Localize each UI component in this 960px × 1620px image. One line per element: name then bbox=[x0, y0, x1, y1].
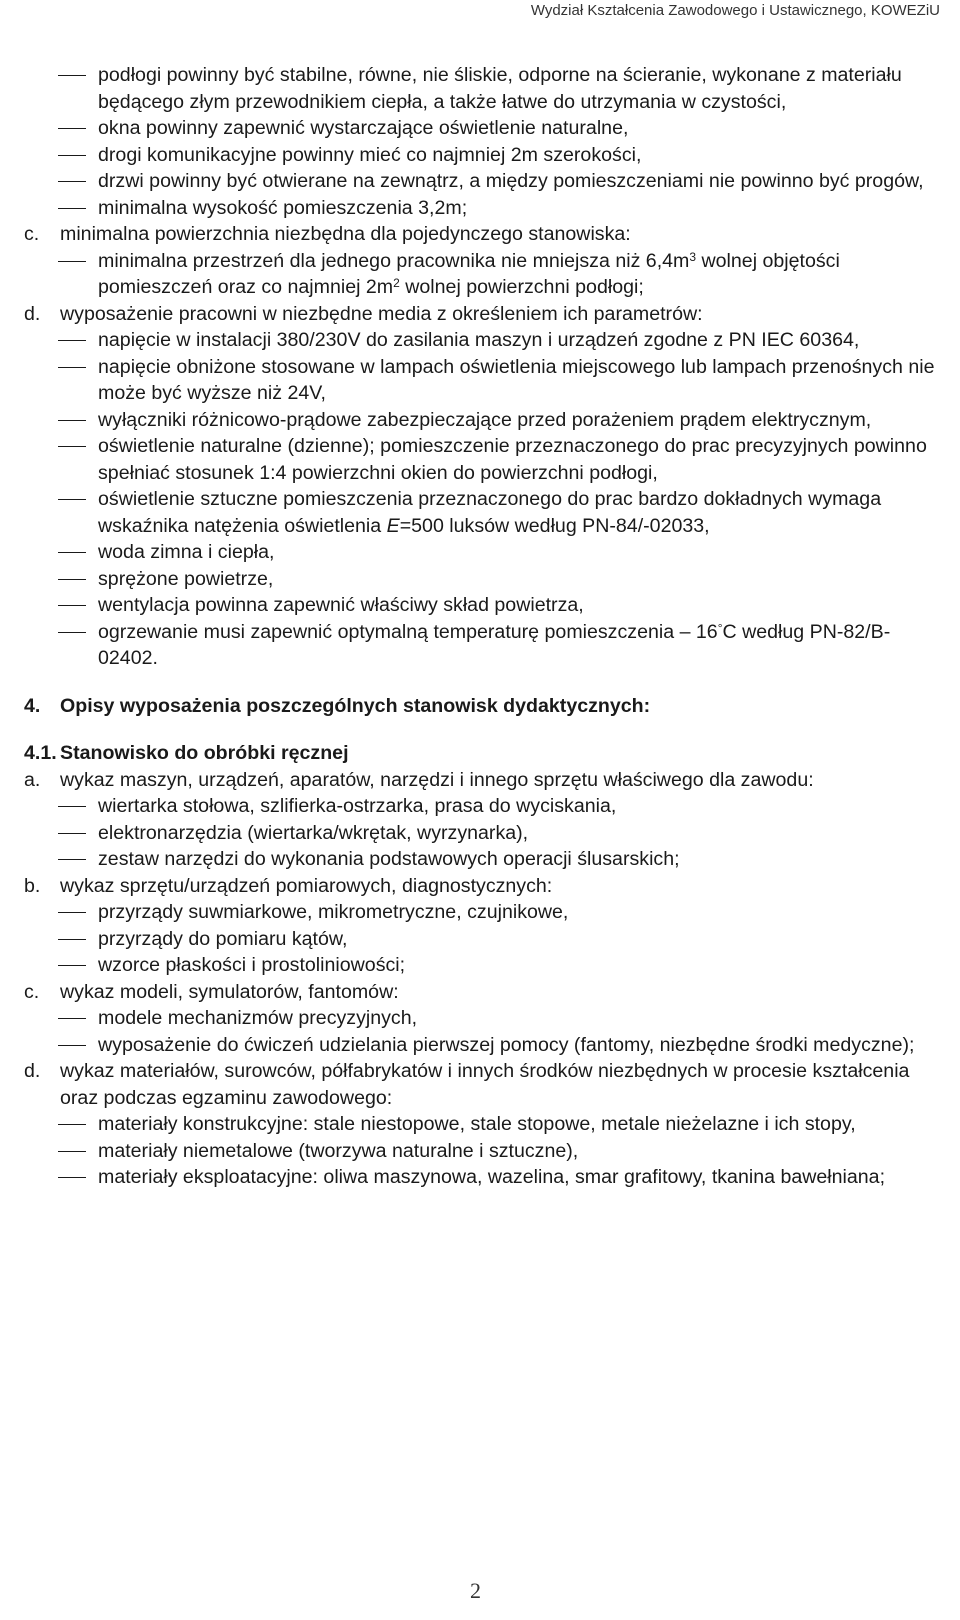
list-item bbox=[24, 486, 950, 539]
list-item bbox=[24, 846, 950, 873]
list-item-text bbox=[98, 488, 881, 537]
list-item bbox=[24, 433, 950, 486]
list-item-text: wyłączniki różnicowo-prądowe zabezpieczające przed porażeniem prądem elektrycznym, bbox=[98, 408, 872, 431]
dash-bullet bbox=[58, 846, 86, 872]
list-item bbox=[24, 539, 950, 566]
dash-bullet bbox=[58, 433, 86, 459]
italic-symbol: E bbox=[386, 514, 400, 537]
document-body bbox=[24, 62, 944, 1191]
text-run: wolnej powierzchni podłogi; bbox=[399, 276, 644, 298]
list-item bbox=[24, 793, 950, 820]
list-item-text: przyrządy suwmiarkowe, mikrometryczne, czujnikowe, bbox=[98, 901, 569, 923]
list-item-text: woda zimna i ciepła, bbox=[98, 541, 275, 563]
list-item-text: oświetlenie naturalne (dzienne); pomieszczenie przeznaczonego do prac precyzyjnych powinno spełniać stosunek 1:4 powierzchni okien do powierzchni podłogi, bbox=[98, 435, 927, 484]
dash-bullet bbox=[58, 62, 86, 88]
dash-bullet bbox=[58, 407, 86, 433]
list-item bbox=[24, 168, 950, 195]
list-item bbox=[24, 1005, 950, 1032]
list-item-text: wentylacja powinna zapewnić właściwy skład powietrza, bbox=[98, 594, 584, 616]
list-item-text: materiały eksploatacyjne: oliwa maszynowa, wazelina, smar grafitowy, tkanina bawełniana; bbox=[98, 1166, 886, 1188]
dash-bullet bbox=[58, 899, 86, 925]
dash-bullet bbox=[58, 486, 86, 512]
list-item bbox=[24, 354, 950, 407]
list-item bbox=[24, 1138, 950, 1165]
heading-text: Stanowisko do obróbki ręcznej bbox=[60, 742, 349, 764]
list-item bbox=[24, 195, 950, 222]
dash-bullet bbox=[58, 354, 86, 380]
section-label: c. bbox=[24, 223, 40, 245]
section-text: minimalna powierzchnia niezbędna dla pojedynczego stanowiska: bbox=[60, 223, 631, 245]
sub-a bbox=[24, 767, 950, 794]
dash-bullet bbox=[58, 592, 86, 618]
sub-c bbox=[24, 979, 950, 1006]
dash-bullet bbox=[58, 952, 86, 978]
section-text: wykaz sprzętu/urządzeń pomiarowych, diagnostycznych: bbox=[60, 874, 553, 897]
section-text: wykaz materiałów, surowców, półfabrykatów i innych środków niezbędnych w procesie kształcenia oraz podczas egzaminu zawodowego: bbox=[60, 1060, 910, 1109]
text-run: ogrzewanie musi zapewnić optymalną temperaturę pomieszczenia – 16 bbox=[98, 620, 718, 643]
degree-sign: ° bbox=[717, 620, 723, 635]
sub-d bbox=[24, 1058, 950, 1111]
dash-bullet bbox=[58, 248, 86, 274]
dash-bullet bbox=[58, 168, 86, 194]
section-label: c. bbox=[24, 980, 40, 1003]
dash-bullet bbox=[58, 1164, 86, 1190]
dash-bullet bbox=[58, 1111, 86, 1137]
list-item-text: wyposażenie do ćwiczeń udzielania pierwszej pomocy (fantomy, niezbędne środki medyczne); bbox=[98, 1033, 915, 1056]
dash-bullet bbox=[58, 1032, 86, 1058]
list-item-text: podłogi powinny być stabilne, równe, nie śliskie, odporne na ścieranie, wykonane z materiału będącego złym przewodnikiem ciepła, a także łatwe do utrzymania w czystości, bbox=[98, 64, 902, 113]
list-item bbox=[24, 142, 950, 169]
page-number: 2 bbox=[470, 1578, 481, 1603]
list-item-text: okna powinny zapewnić wystarczające oświetlenie naturalne, bbox=[98, 117, 629, 139]
dash-bullet bbox=[58, 820, 86, 846]
list-item-text: modele mechanizmów precyzyjnych, bbox=[98, 1007, 418, 1029]
section-d bbox=[24, 301, 950, 328]
list-item-text: materiały niemetalowe (tworzywa naturalne i sztuczne), bbox=[98, 1139, 579, 1162]
dash-bullet bbox=[58, 926, 86, 952]
list-item-text: wiertarka stołowa, szlifierka-ostrzarka, prasa do wyciskania, bbox=[98, 795, 617, 817]
section-label: b. bbox=[24, 874, 41, 897]
list-item bbox=[24, 1111, 950, 1138]
list-item bbox=[24, 248, 950, 301]
section-heading bbox=[24, 693, 944, 720]
dash-bullet bbox=[58, 566, 86, 592]
list-item bbox=[24, 592, 950, 619]
list-item-text: sprężone powietrze, bbox=[98, 567, 274, 590]
section-c bbox=[24, 221, 950, 248]
list-item-text: drzwi powinny być otwierane na zewnątrz, a między pomieszczeniami nie powinno być progów, bbox=[98, 170, 924, 192]
section-text: wyposażenie pracowni w niezbędne media z określeniem ich parametrów: bbox=[60, 302, 703, 325]
page-header: Wydział Kształcenia Zawodowego i Ustawicznego, KOWEZiU bbox=[530, 2, 940, 19]
sub-b bbox=[24, 873, 950, 900]
list-item bbox=[24, 619, 950, 672]
dash-bullet bbox=[58, 1005, 86, 1031]
section-label: d. bbox=[24, 1060, 41, 1082]
list-item bbox=[24, 327, 950, 354]
list-item bbox=[24, 926, 950, 953]
list-item-text: przyrządy do pomiaru kątów, bbox=[98, 927, 348, 950]
text-run: oświetlenie sztuczne pomieszczenia przeznaczonego do prac bardzo dokładnych wymaga wskaźnika natężenia oświetlenia bbox=[98, 488, 882, 537]
list-item bbox=[24, 820, 950, 847]
list-item bbox=[24, 407, 950, 434]
subsection-heading bbox=[24, 740, 944, 767]
section-text: wykaz maszyn, urządzeń, aparatów, narzędzi i innego sprzętu właściwego dla zawodu: bbox=[60, 768, 814, 791]
heading-text: Opisy wyposażenia poszczególnych stanowisk dydaktycznych: bbox=[60, 694, 651, 717]
list-item bbox=[24, 62, 950, 115]
list-item bbox=[24, 1032, 950, 1059]
dash-bullet bbox=[58, 327, 86, 353]
dash-bullet bbox=[58, 195, 86, 221]
superscript: 2 bbox=[393, 276, 400, 290]
superscript: 3 bbox=[689, 249, 697, 264]
list-item-text: napięcie w instalacji 380/230V do zasilania maszyn i urządzeń zgodne z PN IEC 60364, bbox=[98, 329, 860, 351]
heading-number: 4. bbox=[24, 694, 41, 717]
list-item-text bbox=[98, 250, 840, 299]
list-item bbox=[24, 952, 950, 979]
list-item bbox=[24, 1164, 950, 1191]
text-run: C według PN-82/B-02402. bbox=[98, 620, 891, 669]
list-item-text: drogi komunikacyjne powinny mieć co najmniej 2m szerokości, bbox=[98, 143, 642, 166]
dash-bullet bbox=[58, 619, 86, 645]
list-item-text: minimalna wysokość pomieszczenia 3,2m; bbox=[98, 196, 468, 219]
section-label: a. bbox=[24, 768, 41, 791]
text-run: minimalna przestrzeń dla jednego pracownika nie mniejsza niż 6,4m bbox=[98, 249, 690, 272]
list-item-text bbox=[98, 621, 890, 670]
dash-bullet bbox=[58, 539, 86, 565]
list-item bbox=[24, 566, 950, 593]
section-text: wykaz modeli, symulatorów, fantomów: bbox=[60, 980, 399, 1003]
list-item bbox=[24, 115, 950, 142]
dash-bullet bbox=[58, 793, 86, 819]
list-item-text: materiały konstrukcyjne: stale niestopowe, stale stopowe, metale nieżelazne i ich stopy, bbox=[98, 1113, 856, 1135]
text-run: wolnej objętości pomieszczeń oraz co najmniej 2m bbox=[98, 249, 840, 298]
list-item bbox=[24, 899, 950, 926]
text-run: =500 luksów według PN-84/-02033, bbox=[399, 514, 710, 537]
list-item-text: napięcie obniżone stosowane w lampach oświetlenia miejscowego lub lampach przenośnych nie może być wyższe niż 24V, bbox=[98, 355, 935, 404]
heading-number: 4.1. bbox=[24, 742, 57, 764]
section-label: d. bbox=[24, 302, 41, 325]
dash-bullet bbox=[58, 1138, 86, 1164]
dash-bullet bbox=[58, 115, 86, 141]
list-item-text: elektronarzędzia (wiertarka/wkrętak, wyrzynarka), bbox=[98, 821, 529, 844]
list-item-text: zestaw narzędzi do wykonania podstawowych operacji ślusarskich; bbox=[98, 848, 680, 870]
list-item-text: wzorce płaskości i prostoliniowości; bbox=[98, 954, 406, 976]
dash-bullet bbox=[58, 142, 86, 168]
